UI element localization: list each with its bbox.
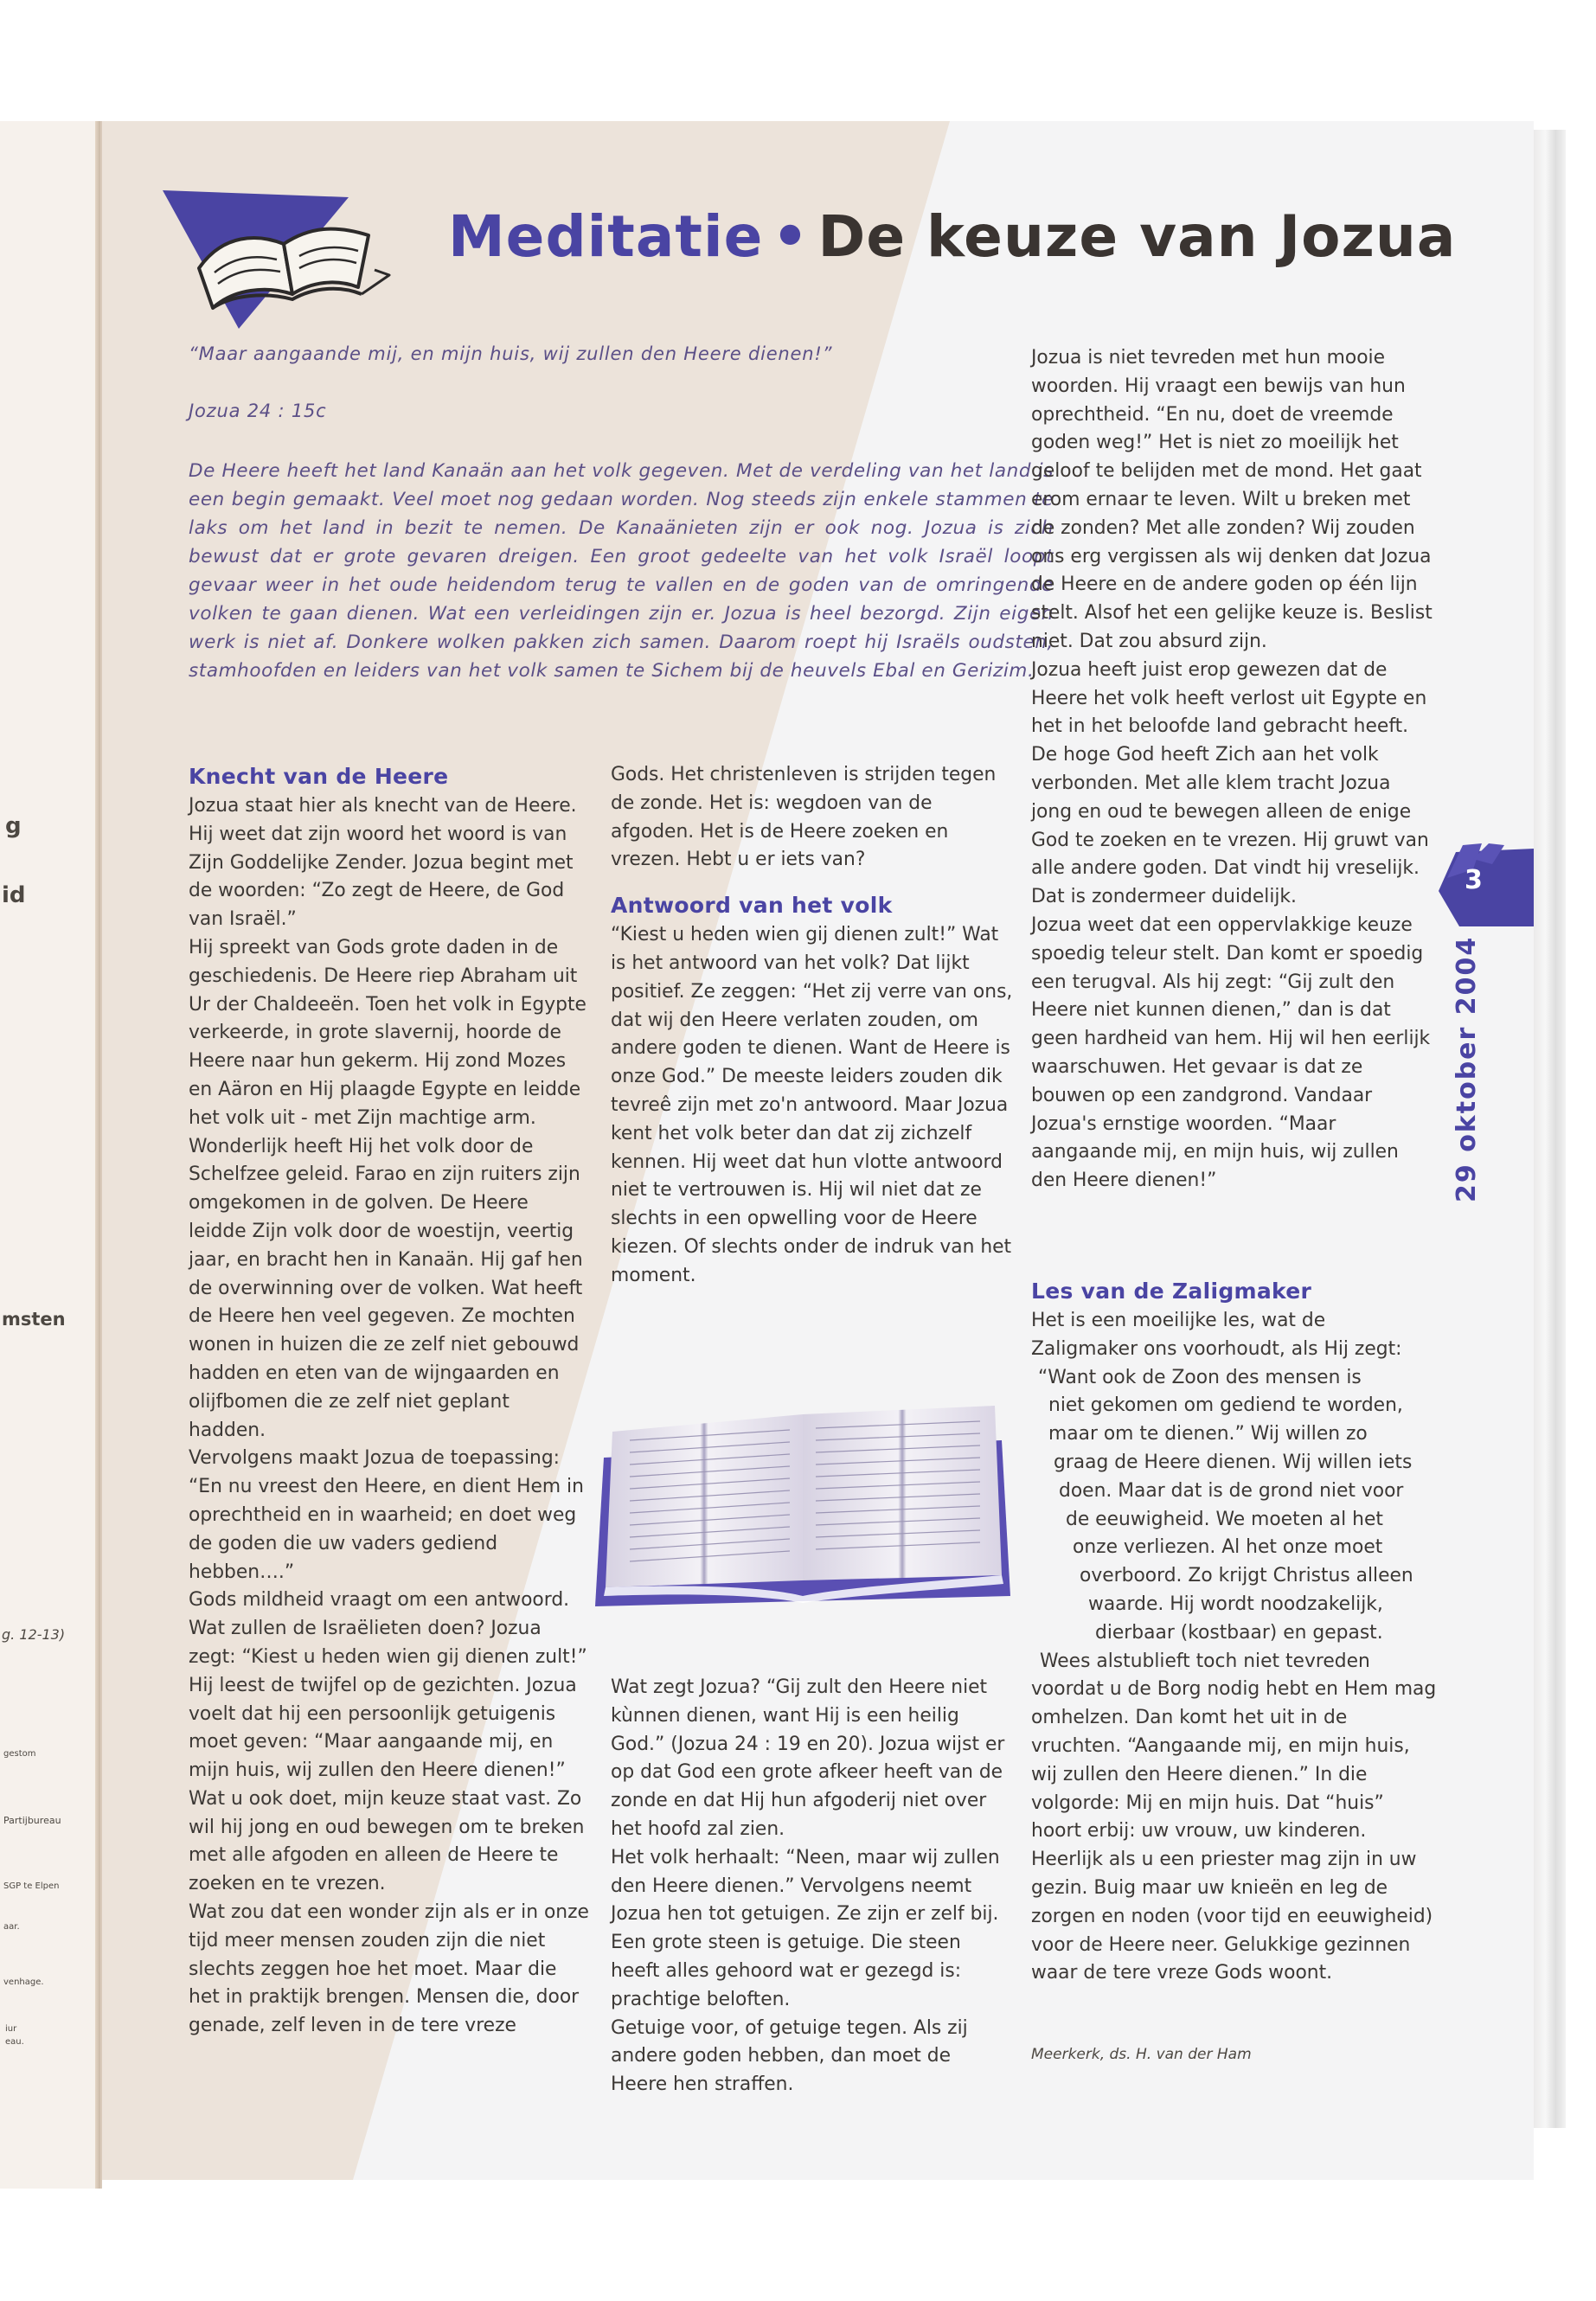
page-number: 3 (1465, 865, 1483, 895)
quote-line: graag de Heere dienen. Wij willen iets (1054, 1451, 1413, 1473)
quote-line: niet gekomen om gediend te worden, (1048, 1394, 1403, 1417)
column-2-continued (611, 1674, 1013, 2099)
intro-quote: “Maar aangaande mij, en mijn huis, wij zullen den Heere dienen!” (189, 343, 833, 364)
paragraph: Gods. Het christenleven is strijden tegen de zonde. Het is: wegdoen van de afgoden. Het is de Heere zoeken en vrezen. Hebt u er iets van? (611, 764, 997, 871)
quote-line: doen. Maar dat is de grond niet voor (1059, 1479, 1404, 1502)
paragraph: Het is een moeilijke les, wat de Zaligmaker ons voorhoudt, als Hij zegt: (1031, 1310, 1402, 1360)
paragraph: Jozua heeft juist erop gewezen dat de Heere het volk heeft verlost uit Egypte en het in het beloofde land gebracht heeft. De hoge God heeft Zich aan het volk verbonden. Met alle klem tracht Jozua jong en oud te bewegen alleen de enige God te zoeken en te vrezen. Hij gruwt van alle andere goden. Dat vindt hij vreselijk. Dat is zondermeer duidelijk. (1031, 658, 1429, 908)
bible-photo-icon (595, 1380, 1019, 1609)
paragraph: Gods mildheid vraagt om een antwoord. Wat zullen de Israëlieten doen? Jozua zegt: “Kiest u heden wien gij dienen zult!” Hij leest de twijfel op de gezichten. Jozua voelt dat hij een persoonlijk getuigenis moet geven: “Maar aangaande mij, en mijn huis, wij zullen den Heere dienen!” Wat u ook doet, mijn keuze staat vast. Zo wil hij jong en oud bewegen om te breken met alle afgoden en alleen de Heere te zoeken en te vrezen. (189, 1589, 587, 1895)
quote-line: de eeuwigheid. We moeten al het (1066, 1508, 1383, 1530)
paragraph: Vervolgens maakt Jozua de toepassing: “En nu vreest den Heere, en dient Hem in oprechtheid en in waarheid; en doet weg de goden die uw vaders gediend hebben….” (189, 1447, 584, 1583)
section-heading: Knecht van de Heere (189, 764, 449, 789)
paragraph: “Kiest u heden wien gij dienen zult!” Wat is het antwoord van het volk? Dat lijkt positief. Ze zeggen: “Het zij verre van ons, dat wij den Heere verlaten zouden, om andere goden te dienen. Want de Heere is onze God.” De meeste leiders zouden dik tevreê zijn met zo'n antwoord. Maar Jozua kent het volk beter dan dat zij zichzelf kennen. Hij weet dat hun vlotte antwoord niet te vertrouwen is. Hij wil niet dat ze slechts in een opwelling voor de Heere kiezen. Of slechts onder de indruk van het moment. (611, 924, 1013, 1286)
prev-page-fragment: venhage. (3, 1977, 44, 1987)
paragraph: Wees alstublieft toch niet tevreden voordat u de Borg nodig hebt en Hem mag omhelzen. Dan komt het uit in de vruchten. “Aangaande mij, en mijn huis, wij zullen den Heere dienen.” In die volgorde: Mij en mijn huis. Dat “huis” hoort erbij: uw vrouw, uw kinderen. Heerlijk als u een priester mag zijn in uw gezin. Buig maar uw knieën en leg de zorgen en noden (voor tijd en eeuwigheid) voor de Heere neer. Gelukkige gezinnen waar de tere vreze Gods woont. (1031, 1650, 1437, 1984)
prev-page-fragment: g (5, 813, 22, 839)
quote-line: onze verliezen. Al het onze moet (1073, 1536, 1383, 1559)
prev-page-fragment: eau. (5, 2037, 24, 2047)
prev-page-fragment: aar. (3, 1922, 20, 1932)
prev-page-fragment: g. 12-13) (2, 1626, 66, 1643)
paragraph: Wat zegt Jozua? “Gij zult den Heere niet kùnnen dienen, want Hij is een heilig God.” (Jozua 24 : 19 en 20). Jozua wijst er op dat God een grote afkeer heeft van de zonde en dat Hij hun afgoderij niet over het hoofd zal zien. (611, 1676, 1005, 1840)
paragraph: Jozua staat hier als knecht van de Heere. Hij weet dat zijn woord het woord is van Zijn Goddelijke Zender. Jozua begint met de woorden: “Zo zegt de Heere, de God van Israël.” (189, 795, 577, 931)
prev-page-fragment: msten (2, 1309, 66, 1330)
quote-line: waarde. Hij wordt noodzakelijk, (1088, 1593, 1383, 1615)
previous-page-edge (0, 121, 102, 2189)
title-separator: • (772, 203, 810, 270)
quote-line: overboord. Zo krijgt Christus alleen (1080, 1565, 1413, 1587)
issue-date: 29 oktober 2004 (1452, 935, 1482, 1202)
section-heading: Les van de Zaligmaker (1031, 1279, 1312, 1304)
column-2 (611, 761, 1013, 1291)
column-1 (189, 761, 591, 2041)
title-section: Meditatie (448, 203, 764, 270)
prev-page-fragment: gestom (3, 1749, 36, 1759)
prev-page-fragment: id (2, 882, 26, 908)
paragraph: Hij spreekt van Gods grote daden in de geschiedenis. De Heere riep Abraham uit Ur der Chaldeeën. Toen het volk in Egypte verkeerde, in grote slavernij, hoorde de Heere naar hun gekerm. Hij zond Mozes en Aäron en Hij plaagde Egypte en leidde het volk uit - met Zijn machtige arm. Wonderlijk heeft Hij het volk door de Schelfzee geleid. Farao en zijn ruiters zijn omgekomen in de golven. De Heere leidde Zijn volk door de woestijn, veertig jaar, en bracht hen in Kanaän. Hij gaf hen de overwinning over de volken. Wat heeft de Heere hen veel gegeven. Ze mochten wonen in huizen die ze zelf niet gebouwd hadden en eten van de wijngaarden en olijfbomen die ze zelf niet geplant hadden. (189, 936, 586, 1441)
page-title (448, 203, 1456, 281)
prev-page-fragment: SGP te Elpen (3, 1881, 60, 1891)
paragraph: Wat zou dat een wonder zijn als er in onze tijd meer mensen zouden zijn die niet slechts zeggen hoe het moet. Maar die het in praktijk brengen. Mensen die, door genade, zelf leven in de tere vreze (189, 1901, 589, 2037)
open-book-icon (163, 173, 439, 333)
magazine-page (102, 121, 1534, 2180)
paragraph: Jozua is niet tevreden met hun mooie woorden. Hij vraagt een bewijs van hun oprechtheid. “En nu, doet de vreemde goden weg!” Het is niet zo moeilijk het geloof te belijden met de mond. Het gaat erom ernaar te leven. Wilt u breken met de zonden? Met alle zonden? Wij zouden ons erg vergissen als wij denken dat Jozua de Heere en de andere goden op één lijn stelt. Alsof het een gelijke keuze is. Beslist niet. Dat zou absurd zijn. (1031, 347, 1433, 652)
column-3-continued (1031, 1276, 1438, 1988)
paragraph: Het volk herhaalt: “Neen, maar wij zullen den Heere dienen.” Vervolgens neemt Jozua hen tot getuigen. Ze zijn er zelf bij. Een grote steen is getuige. Die steen heeft alles gehoord wat er gezegd is: prachtige beloften. (611, 1846, 1000, 2010)
paragraph: Getuige voor, of getuige tegen. Als zij andere goden hebben, dan moet de Heere hen straffen. (611, 2016, 968, 2096)
scripture-quote (1031, 1364, 1438, 1648)
intro-reference: Jozua 24 : 15c (189, 401, 327, 421)
intro-paragraph: De Heere heeft het land Kanaän aan het volk gegeven. Met de verdeling van het land is een begin gemaakt. Veel moet nog gedaan worden. Nog steeds zijn enkele stammen te laks om het land in bezit te nemen. De Kanaänieten zijn er ook nog. Jozua is zich bewust dat er grote gevaren dreigen. Een groot gedeelte van het volk Israël loopt gevaar weer in het oude heidendom terug te vallen en de goden van de omringende volken te gaan dienen. Wat een verleidingen zijn er. Jozua is heel bezorgd. Zijn eigen werk is niet af. Donkere wolken pakken zich samen. Daarom roept hij Israëls oudsten, stamhoofden en leiders van het volk samen te Sichem bij de heuvels Ebal en Gerizim. (189, 460, 1054, 682)
column-3 (1031, 344, 1433, 1195)
quote-line: “Want ook de Zoon des mensen is (1038, 1366, 1362, 1388)
paragraph: Jozua weet dat een oppervlakkige keuze spoedig teleur stelt. Dan komt er spoedig een terugval. Als hij zegt: “Gij zult den Heere niet kunnen dienen,” dan is dat geen hardheid van hem. Hij wil hen eerlijk waarschuwen. Het gevaar is dat ze bouwen op een zandgrond. Vandaar Jozua's ernstige woorden. “Maar aangaande mij, en mijn huis, wij zullen den Heere dienen!” (1031, 913, 1431, 1192)
page-tab-icon (1439, 843, 1534, 930)
prev-page-fragment: Partijbureau (3, 1815, 61, 1826)
section-heading: Antwoord van het volk (611, 893, 893, 919)
quote-line: maar om te dienen.” Wij willen zo (1048, 1423, 1368, 1445)
quote-line: dierbaar (kostbaar) en gepast. (1095, 1621, 1383, 1644)
prev-page-fragment: iur (5, 2024, 17, 2034)
author-signature: Meerkerk, ds. H. van der Ham (1031, 2046, 1252, 2063)
title-subject: De keuze van Jozua (817, 203, 1457, 270)
page-stack-edge (1531, 130, 1566, 2128)
